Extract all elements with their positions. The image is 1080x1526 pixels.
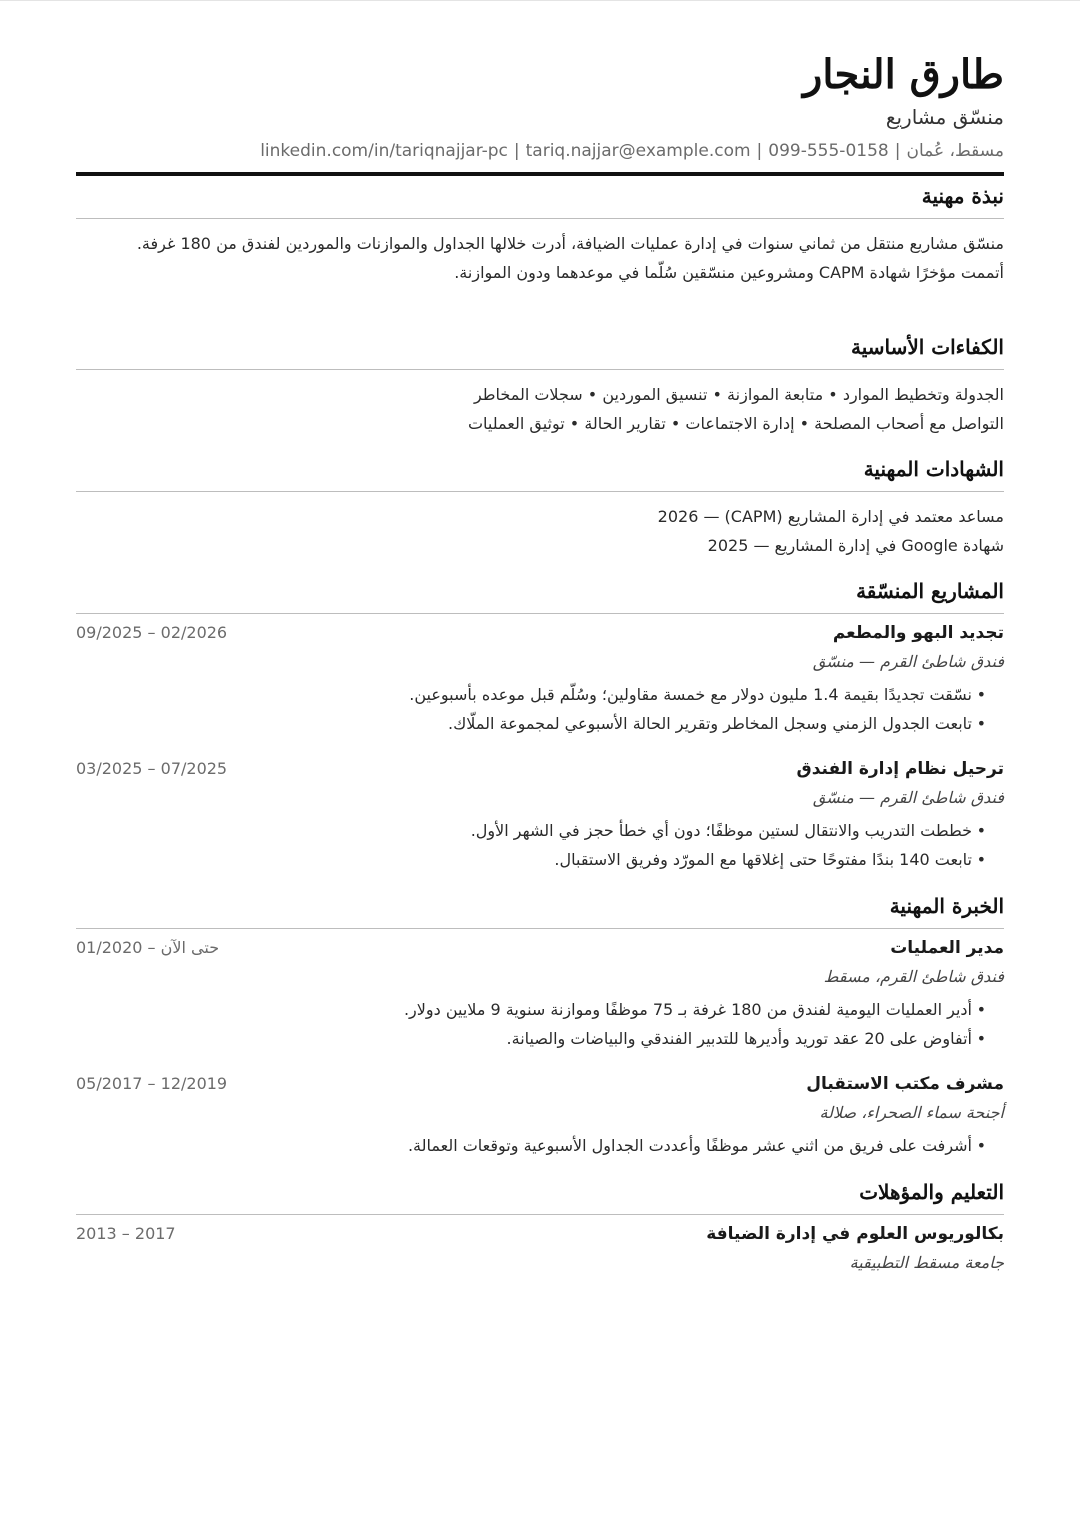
competencies-line: التواصل مع أصحاب المصلحة • إدارة الاجتماعات • تقارير الحالة • توثيق العمليات xyxy=(467,414,1004,433)
entry-dates: 05/2017 – 12/2019 xyxy=(76,1074,228,1093)
contact-separator: | xyxy=(756,141,763,161)
education-section xyxy=(76,1178,1004,1277)
project-entry xyxy=(76,754,1004,874)
entry-dates: 2013 – 2017 xyxy=(76,1224,176,1243)
entry-title: مشرف مكتب الاستقبال xyxy=(806,1074,1004,1094)
resume-content xyxy=(76,51,1004,1277)
entry-header xyxy=(76,1069,1004,1099)
entry-title: مدير العمليات xyxy=(890,938,1004,958)
bullet-item: • أدير العمليات اليومية لفندق من 180 غرفة بـ 75 موظفًا وموازنة سنوية 9 ملايين دولار. xyxy=(76,995,1004,1024)
entry-title: ترحيل نظام إدارة الفندق xyxy=(796,759,1004,779)
contact-separator: | xyxy=(894,141,901,161)
section-heading: الكفاءات الأساسية xyxy=(76,333,1004,370)
contact-location: مسقط، عُمان xyxy=(906,141,1004,161)
summary-section xyxy=(76,182,1004,287)
section-heading: المشاريع المنسّقة xyxy=(76,577,1004,614)
competencies-section xyxy=(76,333,1004,438)
entry-dates: 09/2025 – 02/2026 xyxy=(76,623,228,642)
contact-linkedin[interactable]: linkedin.com/in/tariqnajjar-pc xyxy=(260,141,508,161)
section-heading: التعليم والمؤهلات xyxy=(76,1178,1004,1215)
header-divider xyxy=(76,172,1004,176)
entry-bullets xyxy=(76,680,1004,738)
entry-subtitle: فندق شاطئ القرم — منسّق xyxy=(812,788,1004,807)
entry-header xyxy=(76,618,1004,648)
entry-header xyxy=(76,754,1004,784)
bullet-item: • نسّقت تجديدًا بقيمة 1.4 مليون دولار مع خمسة مقاولين؛ وسُلّم قبل موعده بأسبوعين. xyxy=(76,680,1004,709)
projects-section xyxy=(76,577,1004,874)
section-heading: الخبرة المهنية xyxy=(76,892,1004,929)
contact-phone: 099-555-0158 xyxy=(768,141,889,161)
contact-email[interactable]: tariq.najjar@example.com xyxy=(525,141,751,161)
competencies-list xyxy=(76,380,1004,438)
experience-entry xyxy=(76,1069,1004,1160)
certifications-section xyxy=(76,455,1004,560)
project-entry xyxy=(76,618,1004,738)
section-heading: الشهادات المهنية xyxy=(76,455,1004,492)
competencies-line: الجدولة وتخطيط الموارد • متابعة الموازنة • تنسيق الموردين • سجلات المخاطر xyxy=(473,385,1004,404)
bullet-item: • تابعت 140 بندًا مفتوحًا حتى إغلاقها مع المورّد وفريق الاستقبال. xyxy=(76,845,1004,874)
summary-text xyxy=(76,229,1004,287)
entry-bullets xyxy=(76,816,1004,874)
experience-section xyxy=(76,892,1004,1160)
bullet-item: • أشرفت على فريق من اثني عشر موظفًا وأعددت الجداول الأسبوعية وتوقعات العمالة. xyxy=(76,1131,1004,1160)
summary-line: أتممت مؤخرًا شهادة CAPM ومشروعين منسّقين سُلّما في موعدهما ودون الموازنة. xyxy=(454,263,1004,282)
candidate-name: طارق النجار xyxy=(803,51,1004,98)
bullet-item: • أتفاوض على 20 عقد توريد وأديرها للتدبير الفندقي والبياضات والصيانة. xyxy=(76,1024,1004,1053)
entry-subtitle: فندق شاطئ القرم، مسقط xyxy=(823,967,1004,986)
certification-line: شهادة Google في إدارة المشاريع — 2025 xyxy=(707,536,1004,555)
bullet-item: • خططت التدريب والانتقال لستين موظفًا؛ دون أي خطأ حجز في الشهر الأول. xyxy=(76,816,1004,845)
entry-dates: 01/2020 – حتى الآن xyxy=(76,938,220,957)
entry-bullets xyxy=(76,1131,1004,1160)
summary-line: منسّق مشاريع منتقل من ثماني سنوات في إدارة عمليات الضيافة، أدرت خلالها الجداول والموازنات والموردين لفندق من 180 غرفة. xyxy=(136,234,1004,253)
entry-subtitle: أجنحة سماء الصحراء، صلالة xyxy=(819,1103,1004,1122)
section-heading: نبذة مهنية xyxy=(76,182,1004,219)
entry-subtitle: جامعة مسقط التطبيقية xyxy=(849,1253,1004,1272)
certification-line: مساعد معتمد في إدارة المشاريع (CAPM) — 2026 xyxy=(657,507,1004,526)
experience-entry xyxy=(76,933,1004,1053)
entry-title: بكالوريوس العلوم في إدارة الضيافة xyxy=(706,1224,1004,1244)
candidate-title: منسّق مشاريع xyxy=(885,105,1004,129)
contact-line xyxy=(76,139,1004,163)
entry-dates: 03/2025 – 07/2025 xyxy=(76,759,228,778)
entry-subtitle: فندق شاطئ القرم — منسّق xyxy=(812,652,1004,671)
entry-header xyxy=(76,933,1004,963)
bullet-item: • تابعت الجدول الزمني وسجل المخاطر وتقرير الحالة الأسبوعي لمجموعة الملّاك. xyxy=(76,709,1004,738)
entry-header xyxy=(76,1219,1004,1249)
certifications-list xyxy=(76,502,1004,560)
entry-title: تجديد البهو والمطعم xyxy=(832,623,1004,643)
contact-separator: | xyxy=(513,141,520,161)
education-entry xyxy=(76,1219,1004,1277)
entry-bullets xyxy=(76,995,1004,1053)
